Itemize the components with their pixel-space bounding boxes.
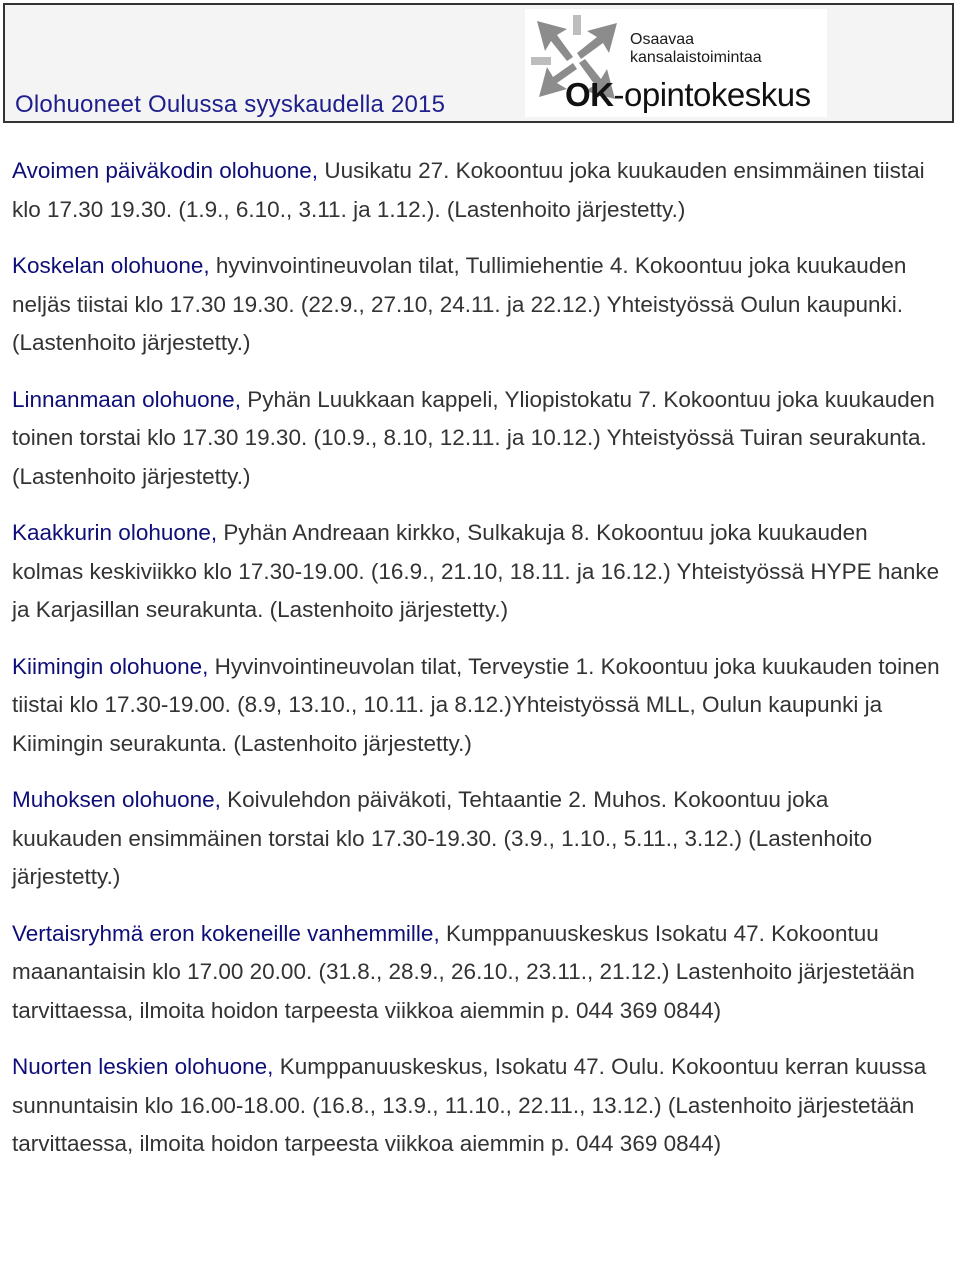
entry-name: Kaakkurin olohuone, <box>12 520 218 545</box>
entry-details: Uusikatu 27. Kokoontuu joka kuukauden ensimmäinen tiistai klo 17.30 19.30. (1.9., 6.10., 3.11. ja 1.12.). (Lastenhoito järjestetty.) <box>12 158 925 222</box>
header-box <box>3 3 954 123</box>
logo-brand <box>565 75 811 115</box>
entry-details: Pyhän Andreaan kirkko, Sulkakuja 8. Kokoontuu joka kuukauden kolmas keskiviikko klo 17.30-19.00. (16.9., 21.10, 18.11. ja 16.12.) Yhteistyössä HYPE hanke ja Karjasillan seurakunta. (Lastenhoito järjestetty.) <box>12 520 940 622</box>
logo-tagline-line-1: Osaavaa <box>630 31 695 48</box>
logo-brand-ok: OK <box>565 76 614 113</box>
entry-kiimingin-olohuone <box>12 648 942 764</box>
meeting-list <box>12 152 942 1182</box>
entry-name: Koskelan olohuone, <box>12 253 210 278</box>
logo-brand-suffix: -opintokeskus <box>613 76 811 113</box>
entry-name: Nuorten leskien olohuone, <box>12 1054 274 1079</box>
entry-linnanmaan-olohuone <box>12 381 942 497</box>
ok-opintokeskus-logo <box>525 9 827 117</box>
logo-tagline-line-2: kansalaistoimintaa <box>630 49 762 66</box>
entry-details: Kumppanuuskeskus, Isokatu 47. Oulu. Kokoontuu kerran kuussa sunnuntaisin klo 16.00-18.00. (16.8., 13.9., 11.10., 22.11., 13.12.) (Lastenhoito järjestetään tarvittaessa, ilmoita hoidon tarpeesta viikkoa aiemmin p. 044 369 0844) <box>12 1054 927 1156</box>
entry-name: Linnanmaan olohuone, <box>12 386 241 412</box>
entry-muhoksen-olohuone <box>12 781 942 897</box>
entry-name: Kiimingin olohuone, <box>12 653 209 679</box>
entry-kaakkurin-olohuone <box>12 514 942 630</box>
entry-koskelan-olohuone <box>12 247 942 363</box>
entry-details: Hyvinvointineuvolan tilat, Terveystie 1. Kokoontuu joka kuukauden toinen tiistai klo 17.30-19.00. (8.9, 13.10., 10.11. ja 8.12.)Yhteistyössä MLL, Oulun kaupunki ja Kiimingin seurakunta. (Lastenhoito järjestetty.) <box>12 653 940 756</box>
entry-name: Vertaisryhmä eron kokeneille vanhemmille, <box>12 920 440 946</box>
entry-name: Muhoksen olohuone, <box>12 787 221 812</box>
entry-details: hyvinvointineuvolan tilat, Tullimiehentie 4. Kokoontuu joka kuukauden neljäs tiistai klo 17.30 19.30. (22.9., 27.10, 24.11. ja 22.12.) Yhteistyössä Oulun kaupunki. (Lastenhoito järjestetty.) <box>12 253 907 355</box>
entry-nuorten-leskien-olohuone <box>12 1048 942 1164</box>
entry-details: Koivulehdon päiväkoti, Tehtaantie 2. Muhos. Kokoontuu joka kuukauden ensimmäinen torstai klo 17.30-19.30. (3.9., 1.10., 5.11., 3.12.) (Lastenhoito järjestetty.) <box>12 787 873 889</box>
entry-details: Kumppanuuskeskus Isokatu 47. Kokoontuu maanantaisin klo 17.00 20.00. (31.8., 28.9., 26.10., 23.11., 21.12.) Lastenhoito järjestetään tarvittaessa, ilmoita hoidon tarpeesta viikkoa aiemmin p. 044 369 0844) <box>12 920 915 1023</box>
entry-details: Pyhän Luukkaan kappeli, Yliopistokatu 7. Kokoontuu joka kuukauden toinen torstai klo 17.30 19.30. (10.9., 8.10, 12.11. ja 10.12.) Yhteistyössä Tuiran seurakunta. (Lastenhoito järjestetty.) <box>12 386 935 489</box>
entry-avoimen-paivakodin-olohuone <box>12 152 942 229</box>
entry-name: Avoimen päiväkodin olohuone, <box>12 158 319 183</box>
entry-vertaisryhma <box>12 915 942 1031</box>
page-title: Olohuoneet Oulussa syyskaudella 2015 <box>15 91 446 118</box>
